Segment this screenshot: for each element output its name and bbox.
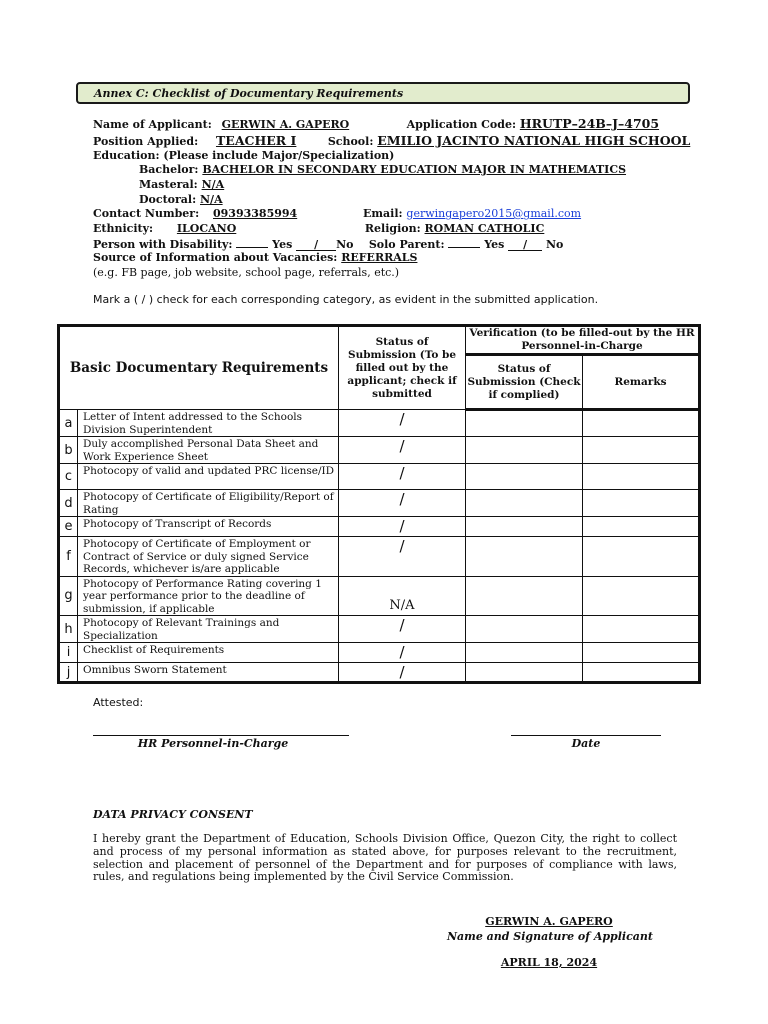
row-letter: f: [59, 537, 78, 577]
row-requirement: Checklist of Requirements: [78, 643, 339, 663]
hr-signature-line: [93, 735, 349, 736]
row-requirement: Letter of Intent addressed to the Schools Division Superintendent: [78, 410, 339, 437]
table-row: [59, 464, 700, 490]
source-hint: (e.g. FB page, job website, school page, referrals, etc.): [93, 266, 400, 279]
row-letter: e: [59, 517, 78, 537]
pwd-no-mark: /: [296, 240, 336, 251]
row-status-mark: /: [339, 663, 466, 683]
bachelor-row: Bachelor: BACHELOR IN SECONDARY EDUCATION MAJOR IN MATHEMATICS: [139, 163, 627, 176]
row-remarks: [583, 517, 700, 537]
applicant-signature-label: Name and Signature of Applicant: [447, 930, 654, 943]
pwd-yes-blank: [236, 237, 268, 248]
header-status-applicant: Status of Submission (To be filled out by the applicant; check if submitted: [339, 326, 466, 410]
bachelor-degree: BACHELOR IN SECONDARY EDUCATION MAJOR IN MATHEMATICS: [202, 163, 627, 176]
row-requirement: Photocopy of Certificate of Eligibility/Report of Rating: [78, 490, 339, 517]
row-remarks: [583, 643, 700, 663]
row-status-mark: N/A: [339, 576, 466, 616]
row-letter: i: [59, 643, 78, 663]
header-status-complied: Status of Submission (Check if complied): [466, 355, 583, 410]
row-verification-status: [466, 437, 583, 464]
row-verification-status: [466, 537, 583, 577]
row-verification-status: [466, 490, 583, 517]
row-status-mark: /: [339, 410, 466, 437]
row-remarks: [583, 410, 700, 437]
position-row: Position Applied: TEACHER I School: EMILIO JACINTO NATIONAL HIGH SCHOOL: [93, 133, 691, 148]
doctoral-degree: N/A: [200, 193, 223, 206]
applicant-signature-date: APRIL 18, 2024: [500, 956, 598, 969]
annex-title: Annex C: Checklist of Documentary Requirements: [94, 87, 404, 100]
ethnicity-value: ILOCANO: [176, 222, 237, 235]
solo-yes-blank: [448, 237, 480, 248]
header-requirements: Basic Documentary Requirements: [59, 326, 339, 410]
header-verification: Verification (to be filled-out by the HR Personnel-in-Charge: [466, 326, 700, 355]
email-link[interactable]: gerwingapero2015@gmail.com: [406, 207, 582, 220]
source-row: Source of Information about Vacancies: REFERRALS: [93, 251, 471, 264]
row-verification-status: [466, 643, 583, 663]
row-letter: c: [59, 464, 78, 490]
requirements-table: [57, 324, 701, 684]
school-name: EMILIO JACINTO NATIONAL HIGH SCHOOL: [377, 133, 691, 148]
row-status-mark: /: [339, 490, 466, 517]
row-verification-status: [466, 517, 583, 537]
table-row: [59, 576, 700, 616]
solo-no-mark: /: [508, 240, 542, 251]
instruction-text: Mark a ( / ) check for each corresponding category, as evident in the submitted application.: [93, 293, 599, 306]
row-requirement: Duly accomplished Personal Data Sheet and Work Experience Sheet: [78, 437, 339, 464]
application-code: HRUTP–24B–J–4705: [519, 116, 660, 131]
row-requirement: Omnibus Sworn Statement: [78, 663, 339, 683]
row-requirement: Photocopy of valid and updated PRC license/ID: [78, 464, 339, 490]
masteral-row: Masteral: N/A: [139, 178, 538, 191]
table-row: [59, 537, 700, 577]
row-verification-status: [466, 576, 583, 616]
row-letter: h: [59, 616, 78, 643]
contact-row: Contact Number: 09393385994 Email: gerwingapero2015@gmail.com: [93, 207, 628, 220]
source-value: REFERRALS: [341, 251, 418, 264]
applicant-signature-name: GERWIN A. GAPERO: [485, 915, 613, 928]
applicant-name: GERWIN A. GAPERO: [221, 118, 350, 131]
row-requirement: Photocopy of Certificate of Employment or Contract of Service or duly signed Service Records, whichever is/are applicable: [78, 537, 339, 577]
row-requirement: Photocopy of Performance Rating covering 1 year performance prior to the deadline of submission, if applicable: [78, 576, 339, 616]
table-row: [59, 643, 700, 663]
position-applied: TEACHER I: [215, 133, 297, 148]
row-verification-status: [466, 410, 583, 437]
row-verification-status: [466, 616, 583, 643]
ethnicity-row: Ethnicity: ILOCANO Religion: ROMAN CATHOLIC: [93, 222, 565, 235]
masteral-degree: N/A: [201, 178, 225, 191]
table-row: [59, 616, 700, 643]
row-remarks: [583, 464, 700, 490]
contact-number: 09393385994: [213, 207, 298, 220]
privacy-title: DATA PRIVACY CONSENT: [93, 808, 253, 821]
date-label: Date: [571, 737, 601, 750]
header-remarks: Remarks: [583, 355, 700, 410]
table-row: [59, 490, 700, 517]
privacy-text: I hereby grant the Department of Education, Schools Division Office, Quezon City, the right to collect and process of my personal information as stated above, for purposes relevant to the recruitment, selection and placement of personnel of the Department and for purposes of compliance with laws, rules, and regulations being implemented by the Civil Service Commission.: [93, 832, 677, 884]
row-requirement: Photocopy of Relevant Trainings and Specialization: [78, 616, 339, 643]
row-letter: j: [59, 663, 78, 683]
row-remarks: [583, 616, 700, 643]
table-row: [59, 410, 700, 437]
row-remarks: [583, 490, 700, 517]
row-verification-status: [466, 663, 583, 683]
hr-label: HR Personnel-in-Charge: [137, 737, 289, 750]
annex-title-box: [76, 82, 690, 104]
row-requirement: Photocopy of Transcript of Records: [78, 517, 339, 537]
row-remarks: [583, 576, 700, 616]
row-letter: d: [59, 490, 78, 517]
row-letter: a: [59, 410, 78, 437]
applicant-name-row: Name of Applicant: GERWIN A. GAPERO Application Code: HRUTP–24B–J–4705: [93, 116, 660, 131]
row-status-mark: /: [339, 464, 466, 490]
row-letter: b: [59, 437, 78, 464]
row-letter: g: [59, 576, 78, 616]
pwd-solo-row: Person with Disability: Yes / No Solo Parent: Yes / No: [93, 238, 564, 251]
table-row: [59, 663, 700, 683]
row-status-mark: /: [339, 643, 466, 663]
row-verification-status: [466, 464, 583, 490]
table-row: [59, 517, 700, 537]
row-status-mark: /: [339, 537, 466, 577]
row-remarks: [583, 663, 700, 683]
row-remarks: [583, 437, 700, 464]
row-status-mark: /: [339, 437, 466, 464]
row-status-mark: /: [339, 616, 466, 643]
row-remarks: [583, 537, 700, 577]
doctoral-row: Doctoral: N/A: [139, 193, 350, 206]
row-status-mark: /: [339, 517, 466, 537]
date-line: [511, 735, 661, 736]
attested-label: Attested:: [93, 696, 144, 709]
table-row: [59, 437, 700, 464]
education-label: Education: (Please include Major/Specialization): [93, 149, 395, 162]
religion-value: ROMAN CATHOLIC: [424, 222, 545, 235]
